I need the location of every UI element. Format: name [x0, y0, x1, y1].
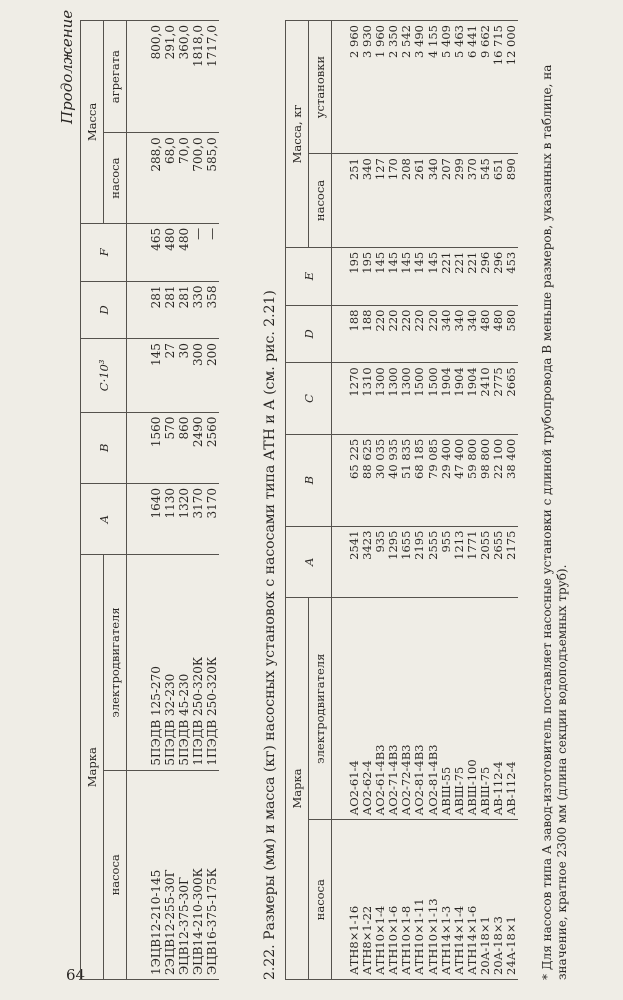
- cell-d: 220: [374, 305, 387, 363]
- cell-e: 221: [466, 247, 479, 305]
- cell-b: 98 800: [479, 434, 492, 526]
- cell-mn: 70,0: [177, 133, 191, 224]
- table-title: 2.22. Размеры (мм) и масса (кг) насосных установок с насосами типа АТН и А (см. рис. 2.21): [262, 290, 278, 980]
- cell-a: 955: [440, 526, 453, 597]
- cell-motor: АВШ-75: [453, 598, 466, 820]
- col-f: F: [81, 223, 127, 281]
- cell-motor: 5ПЭДВ 32-230: [163, 555, 177, 770]
- cell-ma: 800,0: [127, 21, 164, 133]
- cell-motor: 1ПЭДВ 250-320К: [205, 555, 219, 770]
- cell-motor: АВ-112-4: [492, 598, 505, 820]
- col-massa: Масса, кг: [286, 21, 309, 248]
- cell-c: 200: [205, 339, 219, 412]
- cell-b: 59 800: [466, 434, 479, 526]
- col-m-nasosa: насоса: [309, 154, 332, 248]
- cell-d: 188: [332, 305, 362, 363]
- cell-f: —: [205, 223, 219, 281]
- col-marka: Марка: [81, 555, 104, 980]
- cell-ma: 1818,0: [191, 21, 205, 133]
- col-m-ustanovki: установки: [309, 21, 332, 154]
- col-elektro: электродвигателя: [104, 555, 127, 770]
- cell-nasos: АТН10×1-4: [374, 820, 387, 980]
- cell-b: 68 185: [413, 434, 426, 526]
- cell-ma: 1717,0: [205, 21, 219, 133]
- col-b: B: [286, 434, 332, 526]
- cell-a: 2655: [492, 526, 505, 597]
- cell-e: 145: [400, 247, 413, 305]
- cell-f: 480: [163, 223, 177, 281]
- cell-nasos: ЭЦВ12-375-30Г: [177, 770, 191, 979]
- table-row: [191, 21, 205, 980]
- cell-e: 195: [361, 247, 374, 305]
- cell-d: 281: [177, 281, 191, 339]
- cell-b: 1560: [127, 412, 164, 483]
- cell-nasos: АТН10×1-13: [427, 820, 440, 980]
- cell-d: 340: [453, 305, 466, 363]
- col-m-nasosa: насоса: [104, 133, 127, 224]
- table-row: [332, 21, 362, 980]
- cell-a: 2555: [427, 526, 440, 597]
- cell-e: 221: [440, 247, 453, 305]
- cell-ma: 360,0: [177, 21, 191, 133]
- table-row: [205, 21, 219, 980]
- cell-e: 145: [427, 247, 440, 305]
- col-e: E: [286, 247, 332, 305]
- cell-nasos: АТН10×1-11: [413, 820, 426, 980]
- cell-d: 220: [387, 305, 400, 363]
- cell-motor: АО2-61-4В3: [374, 598, 387, 820]
- cell-mn: 700,0: [191, 133, 205, 224]
- cell-e: 296: [492, 247, 505, 305]
- cell-mn: 545: [479, 154, 492, 248]
- cell-motor: 5ПЭДВ 125-270: [127, 555, 164, 770]
- cell-c: 1270: [332, 363, 362, 434]
- cell-nasos: 20А-18×1: [479, 820, 492, 980]
- cell-motor: АВШ-100: [466, 598, 479, 820]
- cell-b: 40 935: [387, 434, 400, 526]
- col-nasosa: насоса: [104, 770, 127, 979]
- cell-c: 2665: [505, 363, 518, 434]
- cell-c: 27: [163, 339, 177, 412]
- cell-mu: 2 350: [387, 21, 400, 154]
- cell-d: 480: [492, 305, 505, 363]
- footnote: * Для насосов типа А завод-изготовитель поставляет насосные установки с длиной трубопровода B меньше размеров, указанных в таблице, на значение, кратное 2300 мм (длина секции водоподъемных труб).: [540, 64, 569, 980]
- cell-e: 145: [387, 247, 400, 305]
- atn-table: [285, 20, 518, 980]
- cell-c: 1904: [440, 363, 453, 434]
- cell-a: 3423: [361, 526, 374, 597]
- col-elektro: электродвигателя: [309, 598, 332, 820]
- cell-mn: 370: [466, 154, 479, 248]
- cell-mu: 5 463: [453, 21, 466, 154]
- cell-d: 220: [413, 305, 426, 363]
- cell-b: 65 225: [332, 434, 362, 526]
- cell-mu: 6 441: [466, 21, 479, 154]
- cell-b: 570: [163, 412, 177, 483]
- cell-mn: 340: [427, 154, 440, 248]
- cell-nasos: АТН8×1-16: [332, 820, 362, 980]
- cell-motor: АО2-61-4: [332, 598, 362, 820]
- cell-d: 340: [466, 305, 479, 363]
- cell-motor: АВШ-75: [479, 598, 492, 820]
- col-c: C·10³: [81, 339, 127, 412]
- cell-nasos: 20А-18×3: [492, 820, 505, 980]
- cell-a: 2541: [332, 526, 362, 597]
- cell-nasos: АТН14×1-6: [466, 820, 479, 980]
- table-row: [427, 21, 440, 980]
- cell-c: 1904: [453, 363, 466, 434]
- cell-a: 2175: [505, 526, 518, 597]
- cell-mn: 170: [387, 154, 400, 248]
- cell-mu: 16 715: [492, 21, 505, 154]
- cell-a: 3170: [205, 484, 219, 555]
- col-d: D: [81, 281, 127, 339]
- table-row: [177, 21, 191, 980]
- cell-e: 221: [453, 247, 466, 305]
- cell-mn: 207: [440, 154, 453, 248]
- cell-mn: 651: [492, 154, 505, 248]
- cell-ma: 291,0: [163, 21, 177, 133]
- cell-c: 30: [177, 339, 191, 412]
- cell-motor: АВШ-55: [440, 598, 453, 820]
- col-massa: Масса: [81, 21, 104, 224]
- cell-motor: 1ПЭДВ 250-320К: [191, 555, 205, 770]
- continued-label: Продолжение: [58, 9, 76, 124]
- cell-f: —: [191, 223, 205, 281]
- cell-c: 1904: [466, 363, 479, 434]
- cell-a: 1320: [177, 484, 191, 555]
- cell-d: 281: [127, 281, 164, 339]
- cell-mn: 251: [332, 154, 362, 248]
- cell-d: 358: [205, 281, 219, 339]
- cell-mn: 585,0: [205, 133, 219, 224]
- cell-d: 188: [361, 305, 374, 363]
- cell-d: 340: [440, 305, 453, 363]
- col-b: B: [81, 412, 127, 483]
- cell-c: 145: [127, 339, 164, 412]
- cell-d: 220: [427, 305, 440, 363]
- cell-motor: АО2-81-4В3: [413, 598, 426, 820]
- cell-e: 145: [374, 247, 387, 305]
- page-number: 64: [66, 966, 86, 984]
- cell-b: 29 400: [440, 434, 453, 526]
- cell-b: 30 035: [374, 434, 387, 526]
- cell-mn: 127: [374, 154, 387, 248]
- cell-e: 195: [332, 247, 362, 305]
- cell-a: 1130: [163, 484, 177, 555]
- cell-a: 3170: [191, 484, 205, 555]
- cell-a: 2195: [413, 526, 426, 597]
- table-row: [453, 21, 466, 980]
- cell-c: 300: [191, 339, 205, 412]
- cell-mu: 3 490: [413, 21, 426, 154]
- col-a: A: [286, 526, 332, 597]
- cell-c: 1300: [400, 363, 413, 434]
- col-c: C: [286, 363, 332, 434]
- cell-e: 453: [505, 247, 518, 305]
- cell-mu: 2 960: [332, 21, 362, 154]
- cell-nasos: АТН8×1-22: [361, 820, 374, 980]
- cell-mn: 288,0: [127, 133, 164, 224]
- col-marka: Марка: [286, 598, 309, 980]
- cell-b: 51 835: [400, 434, 413, 526]
- cell-c: 1300: [374, 363, 387, 434]
- cell-mn: 261: [413, 154, 426, 248]
- cell-b: 860: [177, 412, 191, 483]
- cell-c: 2775: [492, 363, 505, 434]
- cell-nasos: ЭЦВ14-210-300К: [191, 770, 205, 979]
- col-a: A: [81, 484, 127, 555]
- col-d: D: [286, 305, 332, 363]
- cell-b: 2490: [191, 412, 205, 483]
- table-row: [163, 21, 177, 980]
- cell-nasos: АТН10×1-6: [387, 820, 400, 980]
- cell-mn: 890: [505, 154, 518, 248]
- cell-b: 88 625: [361, 434, 374, 526]
- cell-f: 480: [177, 223, 191, 281]
- col-nasosa: насоса: [309, 820, 332, 980]
- cell-nasos: 2ЭЦВ12-255-30Г: [163, 770, 177, 979]
- cell-mu: 12 000: [505, 21, 518, 154]
- cell-b: 38 400: [505, 434, 518, 526]
- cell-c: 2410: [479, 363, 492, 434]
- cell-mn: 208: [400, 154, 413, 248]
- table-row: [413, 21, 426, 980]
- cell-motor: АО2-72-4В3: [400, 598, 413, 820]
- cell-mu: 2 542: [400, 21, 413, 154]
- cell-motor: АО2-81-4В3: [427, 598, 440, 820]
- cell-mu: 1 960: [374, 21, 387, 154]
- cell-motor: АВ-112-4: [505, 598, 518, 820]
- cell-d: 281: [163, 281, 177, 339]
- cell-b: 47 400: [453, 434, 466, 526]
- cell-a: 1295: [387, 526, 400, 597]
- cell-mn: 68,0: [163, 133, 177, 224]
- cell-mu: 4 155: [427, 21, 440, 154]
- cell-mu: 3 930: [361, 21, 374, 154]
- cell-a: 935: [374, 526, 387, 597]
- cell-e: 145: [413, 247, 426, 305]
- cell-mu: 9 662: [479, 21, 492, 154]
- cell-mu: 5 409: [440, 21, 453, 154]
- table-row: [466, 21, 479, 980]
- cell-f: 465: [127, 223, 164, 281]
- cell-e: 296: [479, 247, 492, 305]
- cell-motor: АО2-62-4: [361, 598, 374, 820]
- cell-motor: АО2-71-4В3: [387, 598, 400, 820]
- cell-c: 1500: [427, 363, 440, 434]
- cell-d: 480: [479, 305, 492, 363]
- cell-nasos: 24А-18×1: [505, 820, 518, 980]
- cell-nasos: АТН14×1-4: [453, 820, 466, 980]
- table-row: [505, 21, 518, 980]
- cell-a: 1771: [466, 526, 479, 597]
- cell-motor: 5ПЭДВ 45-230: [177, 555, 191, 770]
- cell-d: 580: [505, 305, 518, 363]
- pump-table-continued: [80, 20, 219, 980]
- col-m-agregata: агрегата: [104, 21, 127, 133]
- cell-a: 1213: [453, 526, 466, 597]
- cell-nasos: 1ЭЦВ12-210-145: [127, 770, 164, 979]
- cell-nasos: ЭЦВ16-375-175К: [205, 770, 219, 979]
- cell-d: 220: [400, 305, 413, 363]
- cell-c: 1300: [387, 363, 400, 434]
- cell-a: 1640: [127, 484, 164, 555]
- cell-a: 1655: [400, 526, 413, 597]
- cell-c: 1310: [361, 363, 374, 434]
- cell-mn: 299: [453, 154, 466, 248]
- table-row: [440, 21, 453, 980]
- cell-nasos: АТН10×1-8: [400, 820, 413, 980]
- cell-c: 1500: [413, 363, 426, 434]
- cell-b: 2560: [205, 412, 219, 483]
- cell-d: 330: [191, 281, 205, 339]
- cell-nasos: АТН14×1-3: [440, 820, 453, 980]
- cell-b: 79 085: [427, 434, 440, 526]
- cell-a: 2055: [479, 526, 492, 597]
- cell-mn: 340: [361, 154, 374, 248]
- table-row: [127, 21, 164, 980]
- cell-b: 22 100: [492, 434, 505, 526]
